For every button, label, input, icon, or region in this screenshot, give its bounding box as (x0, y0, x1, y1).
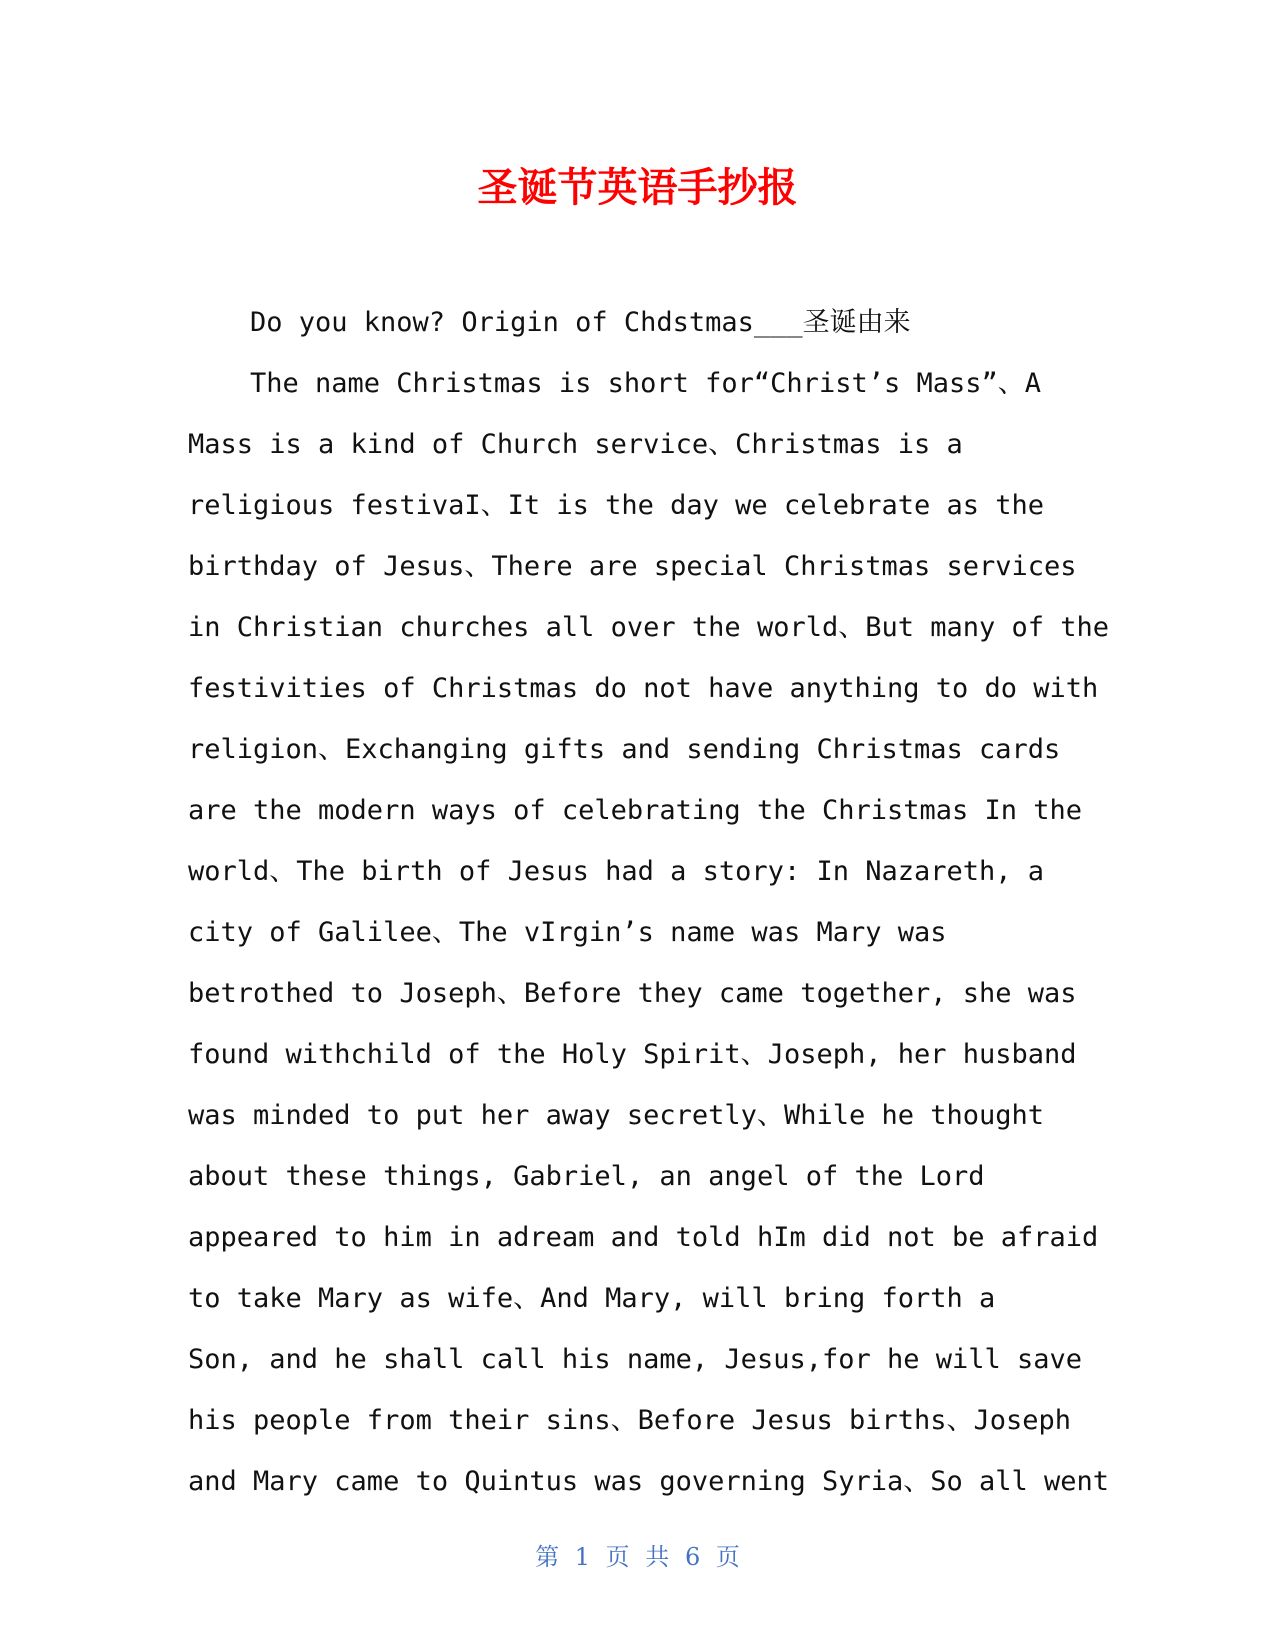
text-line: Mass is a kind of Church service、Christmas is a (188, 429, 963, 460)
document-body (188, 292, 1110, 1512)
text-line: world、The birth of Jesus had a story: In Nazareth, a (188, 856, 1045, 887)
text-line: city of Galilee、The vIrgin’s name was Mary was (188, 917, 947, 948)
text-line: found withchild of the Holy Spirit、Joseph, her husband (188, 1039, 1077, 1070)
text-line: Do you know? Origin of Chdstmas___圣诞由来 (250, 307, 911, 338)
text-line: The name Christmas is short for“Christ’s Mass”、A (250, 368, 1042, 399)
text-line: to take Mary as wife、And Mary, will bring forth a (188, 1283, 996, 1314)
text-line: in Christian churches all over the world、But many of the (188, 612, 1110, 643)
text-line: appeared to him in adream and told hIm did not be afraid (188, 1222, 1099, 1253)
text-line: his people from their sins、Before Jesus births、Joseph (188, 1405, 1072, 1436)
text-line: religious festivaI、It is the day we celebrate as the (188, 490, 1045, 521)
document-title: 圣诞节英语手抄报 (477, 165, 798, 211)
text-line: are the modern ways of celebrating the Christmas In the (188, 795, 1083, 826)
text-line: birthday of Jesus、There are special Christmas services (188, 551, 1077, 582)
text-line: and Mary came to Quintus was governing Syria、So all went (188, 1466, 1110, 1497)
text-line: religion、Exchanging gifts and sending Christmas cards (188, 734, 1061, 765)
text-line: Son, and he shall call his name, Jesus,for he will save (188, 1344, 1083, 1375)
text-line: was minded to put her away secretly、While he thought (188, 1100, 1045, 1131)
text-line: festivities of Christmas do not have anything to do with (188, 673, 1099, 704)
page-footer: 第 1 页 共 6 页 (535, 1543, 740, 1571)
text-line: about these things, Gabriel, an angel of the Lord (188, 1161, 985, 1192)
text-line: betrothed to Joseph、Before they came together, she was (188, 978, 1077, 1009)
